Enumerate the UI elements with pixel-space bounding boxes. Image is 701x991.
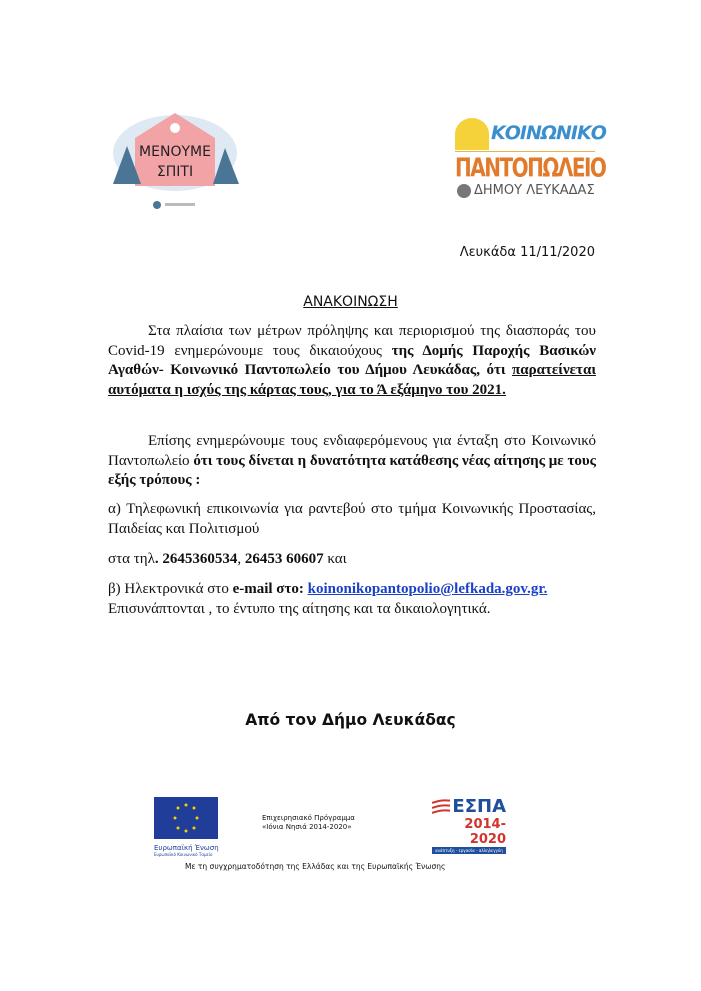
- cofunding-text: Με τη συγχρηματοδότηση της Ελλάδας και της Ευρωπαϊκής Ένωσης: [185, 862, 446, 871]
- phones: στα τηλ. 2645360534, 26453 60607 και: [108, 551, 347, 567]
- document-title: ΑΝΑΚΟΙΝΩΣΗ: [303, 294, 398, 310]
- signature: Από τον Δήμο Λευκάδας: [245, 711, 456, 729]
- program-text: Επιχειρησιακό Πρόγραμμα «Ιόνια Νησιά 2014-2020»: [262, 814, 355, 831]
- logo-line1: ΚΟΙΝΩΝΙΚΟ: [491, 122, 606, 144]
- document-date: Λευκάδα 11/11/2020: [459, 245, 595, 260]
- espa-swoosh-icon: [432, 799, 450, 815]
- paragraph-2: Επίσης ενημερώνουμε τους ενδιαφερόμενους για ένταξη στο Κοινωνικό Παντοπωλείο ότι τους δίνεται η δυνατότητα κατάθεσης νέας αίτησης με τους εξής τρόπους :: [108, 433, 596, 489]
- stay-home-logo: [105, 108, 245, 218]
- paragraph-1: Στα πλαίσια των μέτρων πρόληψης και περιορισμού της διασποράς του Covid-19 ενημερώνουμε τους δικαιούχους της Δομής Παροχής Βασικών Αγαθών- Κοινωνικό Παντοπωλείο του Δήμου Λευκάδας, ότι παρατείνεται αυτόματα η ισχύς της κάρτας τους, για το Ά εξάμηνο του 2021.: [108, 323, 596, 398]
- stay-home-text: ΜΕΝΟΥΜΕ: [139, 144, 211, 160]
- option-a: α) Τηλεφωνική επικοινωνία για ραντεβού στο τμήμα Κοινωνικής Προστασίας, Παιδείας και Πολιτισμού: [108, 501, 596, 537]
- eu-sub: Ευρωπαϊκό Κοινωνικό Ταμείο: [154, 852, 213, 857]
- eu-logo: [154, 797, 220, 857]
- logo-line3: ΔΗΜΟΥ ΛΕΥΚΑΔΑΣ: [474, 183, 595, 198]
- logo-line2: ΠΑΝΤΟΠΩΛΕΙΟ: [455, 152, 606, 184]
- stay-home-text-2: ΣΠΙΤΙ: [156, 164, 194, 180]
- eu-name: Ευρωπαϊκή Ένωση: [154, 844, 219, 852]
- espa-logo: ΕΣΠΑ 2014-2020 ανάπτυξη - εργασία - αλληλεγγύη: [432, 796, 506, 854]
- email-link[interactable]: koinonikopantopolio@lefkada.gov.gr.: [307, 581, 548, 597]
- eu-flag-icon: [154, 797, 218, 839]
- option-b: β) Ηλεκτρονικά στο e-mail στο: koinonikopantopolio@lefkada.gov.gr. Επισυνάπτονται , το έντυπο της αίτησης και τα δικαιολογητικά.: [108, 581, 548, 617]
